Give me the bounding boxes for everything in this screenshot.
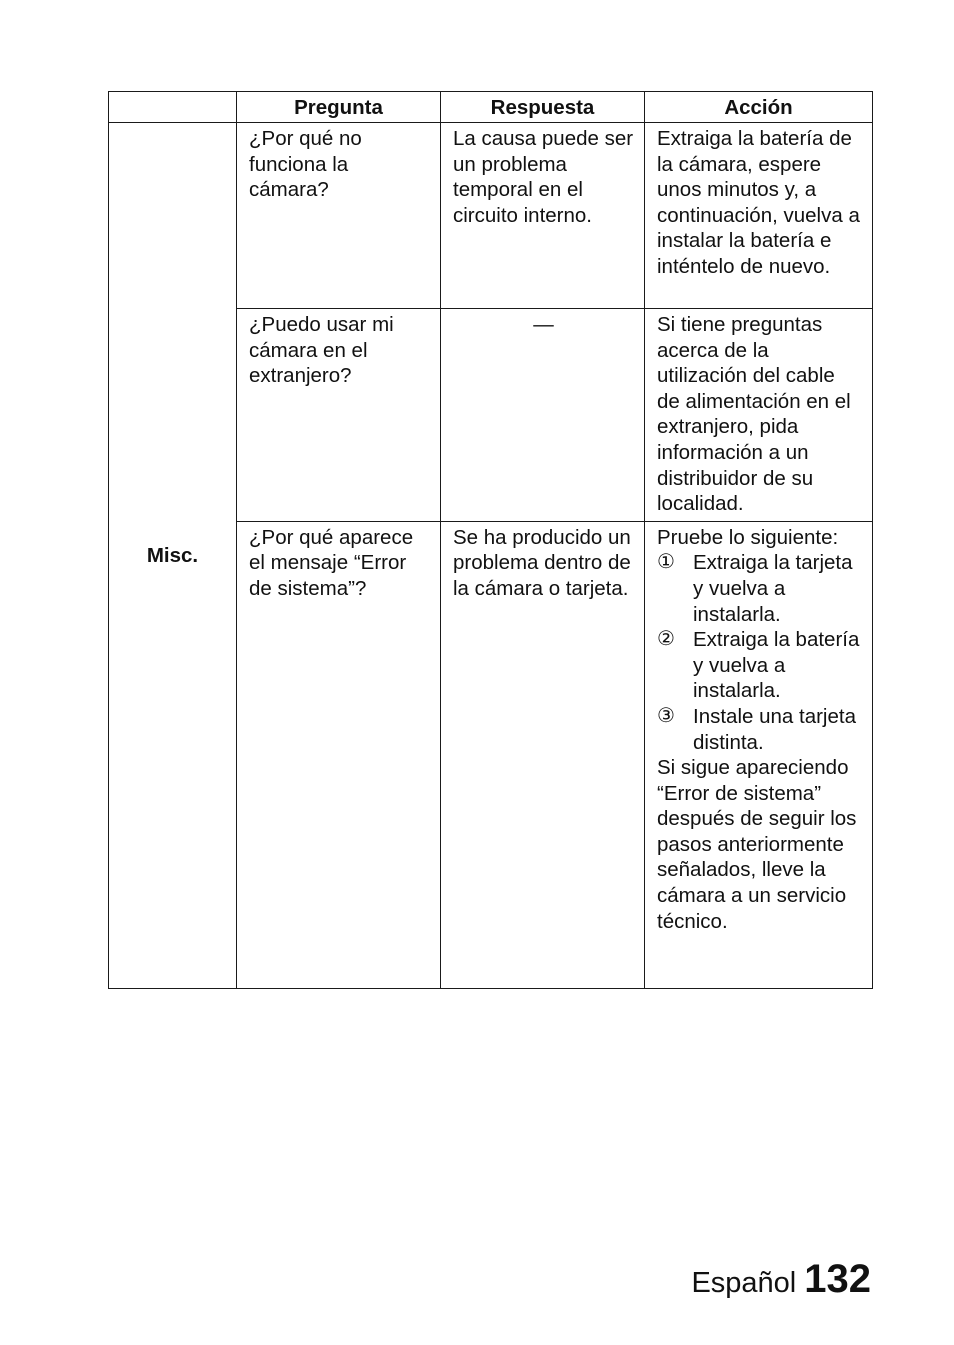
- page-number: 132: [804, 1257, 871, 1301]
- action-cell: Extraiga la batería de la cámara, espere unos minutos y, a continuación, vuelva a instalar la batería e inténtelo de nuevo.: [645, 123, 873, 309]
- action-intro: Pruebe lo siguiente:: [657, 525, 839, 549]
- question-cell: ¿Por qué no funciona la cámara?: [237, 123, 441, 309]
- step-text-3: Instale una tarjeta distinta.: [693, 704, 856, 754]
- list-item: [657, 550, 862, 627]
- answer-cell: —: [441, 309, 645, 522]
- list-item: [657, 704, 862, 755]
- action-cell: [645, 521, 873, 988]
- category-cell: Misc.: [109, 123, 237, 989]
- faq-table: [108, 91, 873, 989]
- footer-language: Español: [691, 1267, 797, 1299]
- question-cell: ¿Por qué aparece el mensaje “Error de sistema”?: [237, 521, 441, 988]
- header-answer: Respuesta: [441, 92, 645, 123]
- header-blank: [109, 92, 237, 123]
- answer-cell: La causa puede ser un problema temporal en el circuito interno.: [441, 123, 645, 309]
- action-steps-list: [657, 550, 862, 755]
- action-outro: Si sigue apareciendo “Error de sistema” después de seguir los pasos anteriormente señalados, lleve la cámara a un servicio técnico.: [657, 756, 857, 933]
- page-footer: [691, 1257, 871, 1302]
- answer-cell: Se ha producido un problema dentro de la cámara o tarjeta.: [441, 521, 645, 988]
- step-number-2: ②: [657, 628, 675, 651]
- action-cell: Si tiene preguntas acerca de la utilización del cable de alimentación en el extranjero, pida información a un distribuidor de su localidad.: [645, 309, 873, 522]
- step-number-1: ①: [657, 551, 675, 574]
- header-action: Acción: [645, 92, 873, 123]
- step-number-3: ③: [657, 704, 675, 727]
- step-text-2: Extraiga la batería y vuelva a instalarla.: [693, 628, 860, 703]
- question-cell: ¿Puedo usar mi cámara en el extranjero?: [237, 309, 441, 522]
- table-header-row: [109, 92, 873, 123]
- header-question: Pregunta: [237, 92, 441, 123]
- table-row: [109, 123, 873, 309]
- list-item: [657, 627, 862, 704]
- step-text-1: Extraiga la tarjeta y vuelva a instalarla.: [693, 551, 853, 626]
